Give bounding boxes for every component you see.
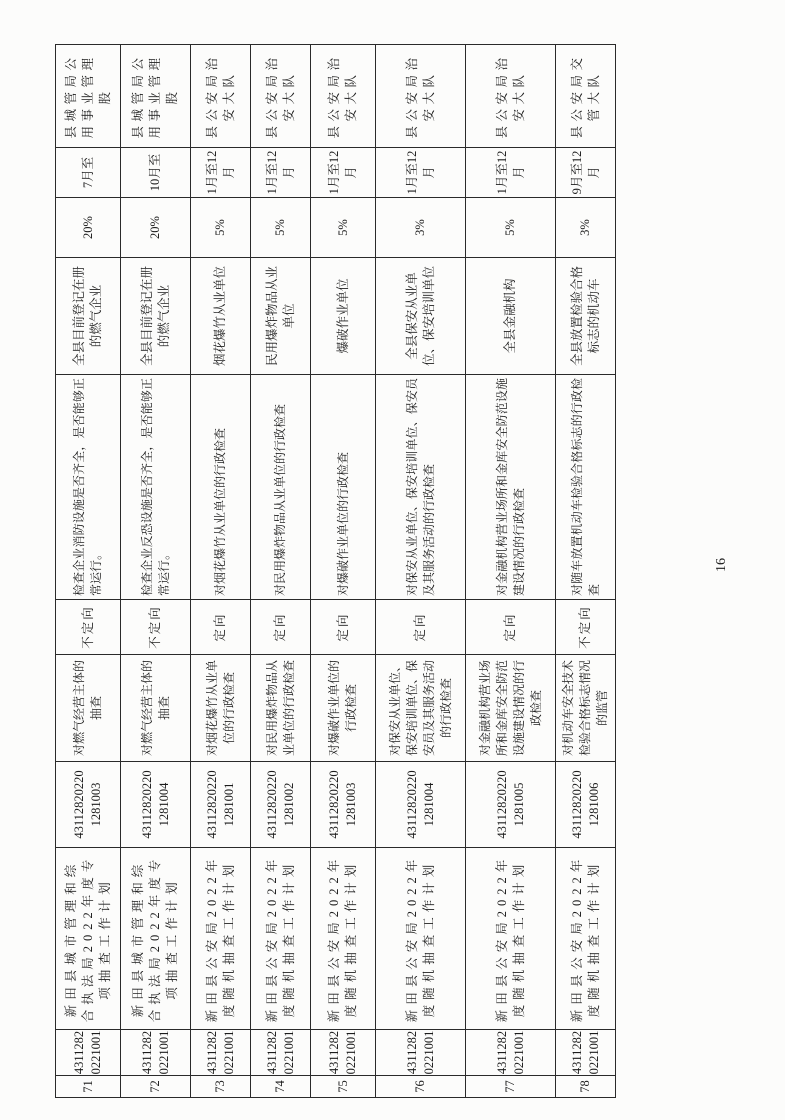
check-type: 定向 bbox=[311, 600, 376, 655]
sample-ratio: 20% bbox=[56, 198, 121, 258]
task-code: 431128202201281004 bbox=[139, 770, 171, 839]
task-code: 431128202201281003 bbox=[327, 770, 358, 839]
check-type: 定向 bbox=[376, 600, 466, 655]
table-row bbox=[251, 45, 311, 1098]
check-target: 全县保安从业单位、保安培训单位 bbox=[376, 258, 466, 375]
department: 县公安局治安大队 bbox=[251, 45, 311, 148]
task-name: 对金融机构营业场所和金库安全防范设施建设情况的行政检查 bbox=[466, 655, 556, 762]
table-row bbox=[191, 45, 251, 1098]
plan-code-cell bbox=[251, 1030, 311, 1076]
check-content: 对随车放置机动车检验合格标志的行政检查 bbox=[556, 375, 616, 600]
sample-ratio: 5% bbox=[311, 198, 376, 258]
task-name: 对烟花爆竹从业单位的行政检查 bbox=[191, 655, 251, 762]
task-code-cell bbox=[56, 762, 121, 848]
plan-name: 新田县公安局2022年度随机抽查工作计划 bbox=[376, 848, 466, 1030]
seq-number: 76 bbox=[376, 1076, 466, 1098]
sample-ratio: 3% bbox=[376, 198, 466, 258]
plan-code: 43112820221001 bbox=[204, 1030, 236, 1075]
seq-number: 71 bbox=[56, 1076, 121, 1098]
department: 县公安局治安大队 bbox=[191, 45, 251, 148]
table-row bbox=[311, 45, 376, 1098]
plan-code: 43112820221001 bbox=[139, 1030, 171, 1075]
plan-code-cell bbox=[121, 1030, 191, 1076]
task-name: 对民用爆炸物品从业单位的行政检查 bbox=[251, 655, 311, 762]
task-name: 对爆破作业单位的行政检查 bbox=[311, 655, 376, 762]
check-period: 1月至12月 bbox=[191, 148, 251, 198]
department: 县城管局公用事业管理股 bbox=[121, 45, 191, 148]
plan-code-cell bbox=[191, 1030, 251, 1076]
table-row bbox=[376, 45, 466, 1098]
sample-ratio: 3% bbox=[556, 198, 616, 258]
department: 县公安局治安大队 bbox=[466, 45, 556, 148]
task-code: 431128202201281006 bbox=[569, 770, 601, 839]
check-period: 7月至 bbox=[56, 148, 121, 198]
seq-number: 78 bbox=[556, 1076, 616, 1098]
plan-name: 新田县公安局2022年度随机抽查工作计划 bbox=[556, 848, 616, 1030]
check-type: 定向 bbox=[466, 600, 556, 655]
seq-number: 72 bbox=[121, 1076, 191, 1098]
task-code-cell bbox=[466, 762, 556, 848]
rotated-table-wrapper bbox=[55, 45, 615, 1098]
check-period: 1月至12月 bbox=[466, 148, 556, 198]
task-code-cell bbox=[191, 762, 251, 848]
check-target: 全县金融机构 bbox=[466, 258, 556, 375]
check-content: 对爆破作业单位的行政检查 bbox=[311, 375, 376, 600]
check-period: 1月至12月 bbox=[376, 148, 466, 198]
sample-ratio: 20% bbox=[121, 198, 191, 258]
task-code: 431128202201281003 bbox=[72, 770, 103, 839]
check-content: 对民用爆炸物品从业单位的行政检查 bbox=[251, 375, 311, 600]
seq-number: 75 bbox=[311, 1076, 376, 1098]
plan-name: 新田县公安局2022年度随机抽查工作计划 bbox=[191, 848, 251, 1030]
plan-code: 43112820221001 bbox=[404, 1030, 436, 1075]
check-period: 10月至 bbox=[121, 148, 191, 198]
task-code: 431128202201281004 bbox=[404, 770, 436, 839]
table-row bbox=[556, 45, 616, 1098]
check-period: 1月至12月 bbox=[311, 148, 376, 198]
task-code: 431128202201281002 bbox=[264, 770, 296, 839]
inspection-plan-table bbox=[55, 44, 616, 1098]
plan-code: 43112820221001 bbox=[494, 1030, 526, 1075]
plan-code-cell bbox=[311, 1030, 376, 1076]
plan-code-cell bbox=[466, 1030, 556, 1076]
plan-name: 新田县公安局2022年度随机抽查工作计划 bbox=[251, 848, 311, 1030]
plan-code: 43112820221001 bbox=[569, 1030, 601, 1075]
task-code-cell bbox=[251, 762, 311, 848]
department: 县公安局治安大队 bbox=[311, 45, 376, 148]
check-target: 爆破作业单位 bbox=[311, 258, 376, 375]
department: 县公安局交管大队 bbox=[556, 45, 616, 148]
department: 县城管局公用事业管理股 bbox=[56, 45, 121, 148]
plan-name: 新田县城市管理和综合执法局2022年度专项抽查工作计划 bbox=[56, 848, 121, 1030]
task-name: 对机动车安全技术检验合格标志情况的监管 bbox=[556, 655, 616, 762]
plan-code-cell bbox=[376, 1030, 466, 1076]
plan-code: 43112820221001 bbox=[264, 1030, 296, 1075]
check-type: 不定向 bbox=[56, 600, 121, 655]
table-row bbox=[466, 45, 556, 1098]
check-target: 民用爆炸物品从业单位 bbox=[251, 258, 311, 375]
seq-number: 73 bbox=[191, 1076, 251, 1098]
check-period: 1月至12月 bbox=[251, 148, 311, 198]
task-code-cell bbox=[376, 762, 466, 848]
plan-name: 新田县公安局2022年度随机抽查工作计划 bbox=[466, 848, 556, 1030]
task-code-cell bbox=[556, 762, 616, 848]
task-name: 对保安从业单位、保安培训单位、保安员及其服务活动的行政检查 bbox=[376, 655, 466, 762]
page-number: 16 bbox=[714, 558, 729, 572]
check-content: 对保安从业单位、保安培训单位、保安员及其服务活动的行政检查 bbox=[376, 375, 466, 600]
check-content: 检查企业消防设施是否齐全，是否能够正常运行。 bbox=[56, 375, 121, 600]
check-content: 检查企业反恐设施是否齐全，是否能够正常运行。 bbox=[121, 375, 191, 600]
seq-number: 74 bbox=[251, 1076, 311, 1098]
task-name: 对燃气经营主体的抽查 bbox=[121, 655, 191, 762]
check-period: 9月至12月 bbox=[556, 148, 616, 198]
plan-code: 43112820221001 bbox=[327, 1030, 358, 1075]
task-code: 431128202201281005 bbox=[494, 770, 526, 839]
check-type: 定向 bbox=[191, 600, 251, 655]
check-target: 全县目前登记在册的燃气企业 bbox=[56, 258, 121, 375]
check-content: 对烟花爆竹从业单位的行政检查 bbox=[191, 375, 251, 600]
check-target: 全县目前登记在册的燃气企业 bbox=[121, 258, 191, 375]
check-content: 对金融机构营业场所和金库安全防范设施建设情况的行政检查 bbox=[466, 375, 556, 600]
table-row bbox=[56, 45, 121, 1098]
check-type: 不定向 bbox=[121, 600, 191, 655]
task-code-cell bbox=[121, 762, 191, 848]
task-code: 431128202201281001 bbox=[204, 770, 236, 839]
check-target: 全县放置检验合格标志的机动车 bbox=[556, 258, 616, 375]
plan-name: 新田县公安局2022年度随机抽查工作计划 bbox=[311, 848, 376, 1030]
sample-ratio: 5% bbox=[251, 198, 311, 258]
task-name: 对燃气经营主体的抽查 bbox=[56, 655, 121, 762]
check-target: 烟花爆竹从业单位 bbox=[191, 258, 251, 375]
table-row bbox=[121, 45, 191, 1098]
check-type: 定向 bbox=[251, 600, 311, 655]
sample-ratio: 5% bbox=[466, 198, 556, 258]
sample-ratio: 5% bbox=[191, 198, 251, 258]
plan-code-cell bbox=[556, 1030, 616, 1076]
seq-number: 77 bbox=[466, 1076, 556, 1098]
check-type: 不定向 bbox=[556, 600, 616, 655]
task-code-cell bbox=[311, 762, 376, 848]
plan-code-cell bbox=[56, 1030, 121, 1076]
department: 县公安局治安大队 bbox=[376, 45, 466, 148]
plan-code: 43112820221001 bbox=[72, 1030, 103, 1075]
plan-name: 新田县城市管理和综合执法局2022年度专项抽查工作计划 bbox=[121, 848, 191, 1030]
